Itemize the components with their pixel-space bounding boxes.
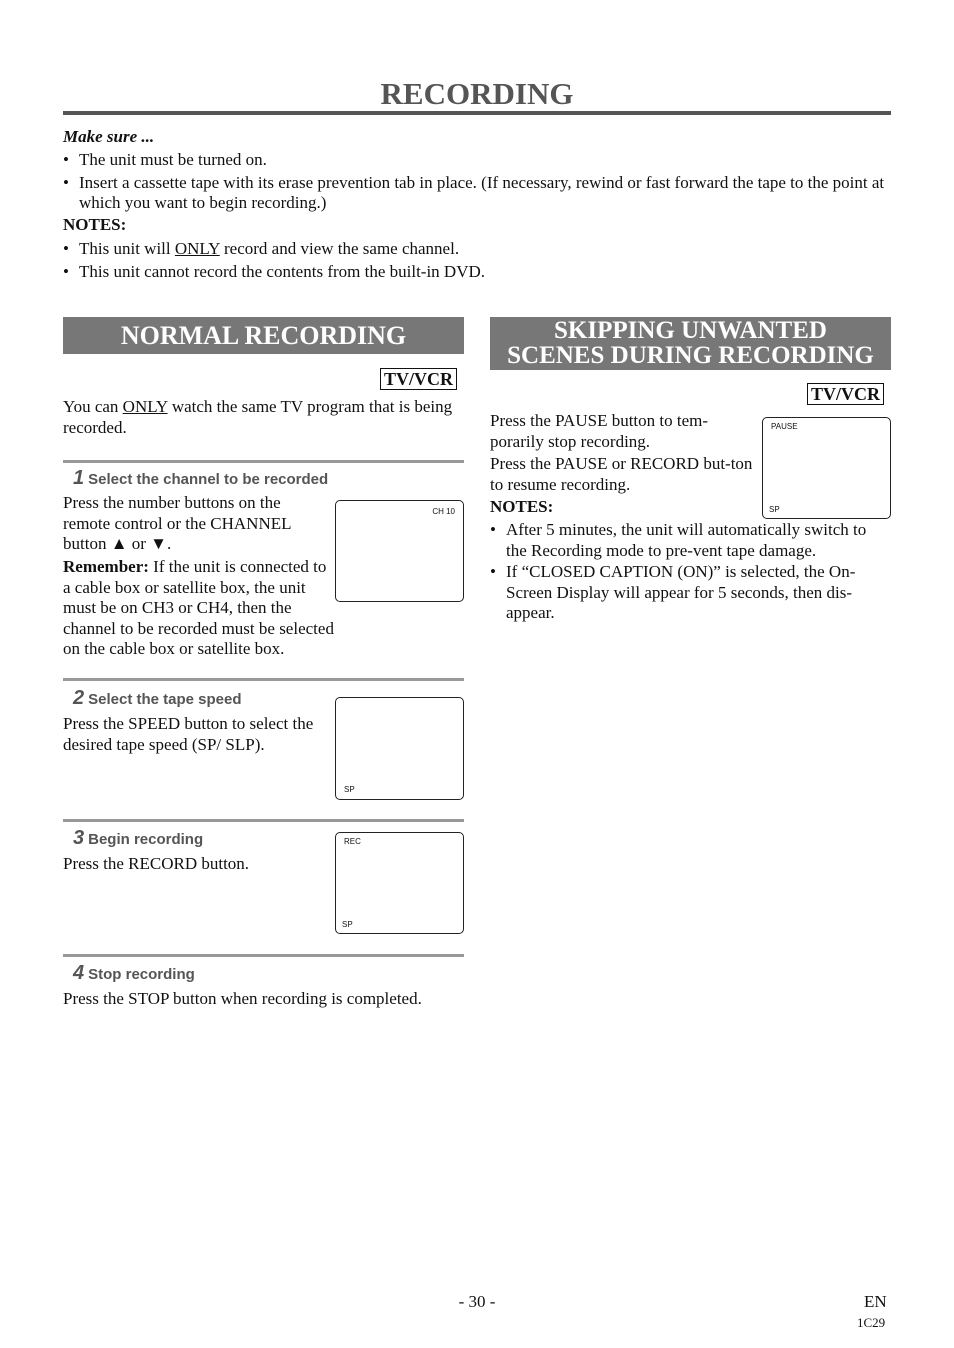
make-sure-heading: Make sure ... (63, 127, 155, 146)
osd-rec-label: REC (344, 837, 361, 846)
step-heading (73, 828, 203, 851)
remember-label: Remember: (63, 557, 149, 576)
osd-screen-pause (762, 417, 891, 519)
tv-vcr-badge: TV/VCR (807, 383, 884, 405)
skipping-notes-list (490, 520, 890, 625)
notes-item-text: This unit will (79, 239, 175, 258)
step-text: Press the number buttons on the remote control or the CHANNEL button ▲ or ▼. (63, 493, 291, 553)
intro-text: watch the same TV program that is being recorded. (63, 397, 453, 437)
step-remember (63, 557, 335, 660)
intro-text: You can (63, 397, 123, 416)
notes-list (63, 239, 893, 284)
step-number: 1 (73, 467, 85, 489)
notes-item-text: record and view the same channel. (219, 239, 460, 258)
intro-emphasis: ONLY (122, 397, 168, 416)
osd-pause-label: PAUSE (771, 422, 798, 431)
title-divider (63, 111, 891, 115)
skipping-para: Press the PAUSE or RECORD but-ton to resume recording. (490, 454, 753, 494)
step-heading (73, 688, 242, 711)
skipping-heading (490, 317, 891, 370)
skipping-heading-line: SKIPPING UNWANTED (554, 317, 827, 344)
skipping-note: • If “CLOSED CAPTION (ON)” is selected, the On-Screen Display will appear for 5 seconds, then dis-appear. (490, 562, 890, 624)
skipping-notes-heading: NOTES: (490, 497, 554, 516)
make-sure-item: • Insert a cassette tape with its erase prevention tab in place. (If necessary, rewind or fast forward the tape to the point at which you want to begin recording.) (63, 173, 893, 214)
osd-speed-label: SP (769, 505, 780, 514)
step-title: Stop recording (88, 966, 195, 983)
notes-item: • This unit cannot record the contents from the built-in DVD. (63, 262, 893, 283)
step-text: Press the SPEED button to select the desired tape speed (SP/ SLP). (63, 714, 314, 754)
make-sure-item: • The unit must be turned on. (63, 150, 893, 171)
step-title: Select the tape speed (88, 691, 242, 708)
osd-screen-speed (335, 697, 464, 800)
document-code: 1C29 (857, 1315, 886, 1330)
step-divider (63, 954, 464, 957)
step-divider (63, 678, 464, 681)
step-number: 3 (73, 827, 85, 849)
make-sure-list (63, 150, 893, 216)
step-number: 2 (73, 687, 85, 709)
osd-speed-label: SP (344, 785, 355, 794)
tv-vcr-badge: TV/VCR (380, 368, 457, 390)
step-title: Begin recording (88, 831, 204, 848)
step-heading (73, 468, 328, 491)
osd-screen-record (335, 832, 464, 934)
normal-recording-heading: NORMAL RECORDING (63, 317, 464, 354)
skipping-note: • After 5 minutes, the unit will automatically switch to the Recording mode to pre-vent tape damage. (490, 520, 890, 561)
notes-item (63, 239, 893, 260)
step-title: Select the channel to be recorded (88, 471, 329, 488)
step-text: Press the STOP button when recording is completed. (63, 989, 422, 1008)
osd-speed-label: SP (342, 920, 353, 929)
osd-screen-channel (335, 500, 464, 602)
skipping-heading-line: SCENES DURING RECORDING (507, 342, 874, 369)
notes-item-emphasis: ONLY (174, 239, 220, 258)
step-number: 4 (73, 962, 85, 984)
osd-channel-label: CH 10 (432, 507, 455, 516)
step-divider (63, 819, 464, 822)
skipping-para: Press the PAUSE button to tem-porarily stop recording. (490, 411, 709, 451)
normal-recording-intro (63, 397, 458, 438)
language-code: EN (864, 1292, 887, 1311)
step-text: Press the RECORD button. (63, 854, 250, 873)
step-heading (73, 963, 195, 986)
page-title: RECORDING (380, 76, 574, 111)
remember-text: If the unit is connected to a cable box or satellite box, the unit must be on CH3 or CH4, then the channel to be recorded must be selected on the cable box or satellite box. (63, 557, 334, 658)
page-number: - 30 - (458, 1292, 496, 1311)
step-divider (63, 460, 464, 463)
notes-heading: NOTES: (63, 215, 127, 234)
